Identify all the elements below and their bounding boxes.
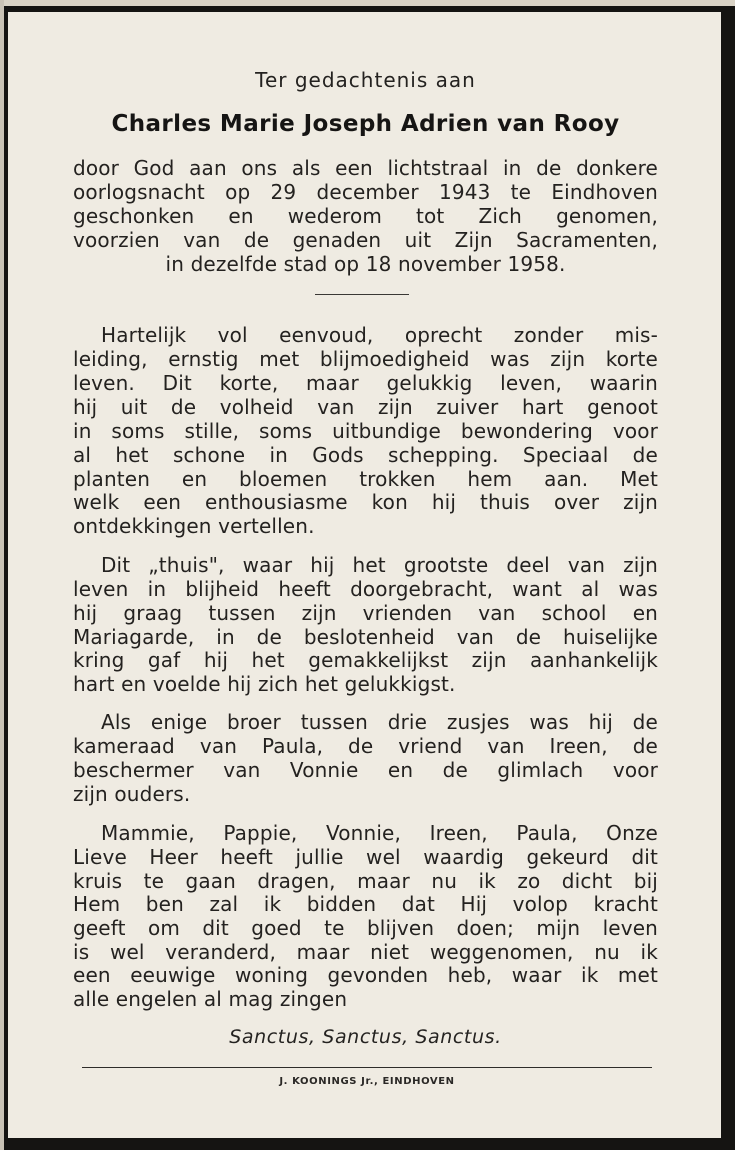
paragraph-line: een eeuwige woning gevonden heb, waar ik met [73,963,658,987]
closing-text: Sanctus, Sanctus, Sanctus. [229,1026,502,1048]
paragraph-line: hart en voelde hij zich het gelukkigst. [73,672,456,696]
paragraph-line: hij uit de volheid van zijn zuiver hart genoot [73,395,658,419]
paragraph-line: Dit „thuis", waar hij het grootste deel van zijn [101,553,658,577]
paragraph-line: ontdekkingen vertellen. [73,514,315,538]
paragraph-line: planten en bloemen trokken hem aan. Met [73,467,658,491]
card-top-edge [0,0,735,6]
intro-line: in dezelfde stad op 18 november 1958. [165,252,566,276]
paragraph-line: alle engelen al mag zingen [73,987,348,1011]
paragraph-line: Hartelijk vol eenvoud, oprecht zonder mis- [101,323,658,347]
paragraph-line: zijn ouders. [73,782,191,806]
intro-line: door God aan ons als een lichtstraal in de donkere [73,156,658,180]
paragraph-line: Mariagarde, in de beslotenheid van de huiselijke [73,625,658,649]
paragraph-line: Hem ben zal ik bidden dat Hij volop kracht [73,892,658,916]
paragraph-line: geeft om dit goed te blijven doen; mijn leven [73,916,658,940]
paragraph-line: kring gaf hij het gemakkelijkst zijn aanhankelijk [73,648,658,672]
title-divider [315,294,409,295]
paragraph-line: kruis te gaan dragen, maar nu ik zo dicht bij [73,869,658,893]
paragraph-line: Als enige broer tussen drie zusjes was hij de [101,710,658,734]
deceased-name: Charles Marie Joseph Adrien van Rooy [111,111,620,137]
paragraph-line: al het schone in Gods schepping. Speciaal de [73,443,658,467]
intro-line: geschonken en wederom tot Zich genomen, [73,204,658,228]
paragraph-line: kameraad van Paula, de vriend van Ireen, de [73,734,658,758]
paragraph-line: beschermer van Vonnie en de glimlach voor [73,758,658,782]
card-left-edge [0,0,4,1150]
paragraph-line: hij graag tussen zijn vrienden van school en [73,601,658,625]
header-text: Ter gedachtenis aan [255,68,476,92]
paragraph-line: Mammie, Pappie, Vonnie, Ireen, Paula, Onze [101,821,658,845]
paragraph-line: leiding, ernstig met blijmoedigheid was zijn korte [73,347,658,371]
intro-line: voorzien van de genaden uit Zijn Sacramenten, [73,228,658,252]
paragraph-line: Lieve Heer heeft jullie wel waardig gekeurd dit [73,845,658,869]
paragraph-line: welk een enthousiasme kon hij thuis over zijn [73,490,658,514]
paragraph-line: leven. Dit korte, maar gelukkig leven, waarin [73,371,658,395]
paragraph-line: leven in blijheid heeft doorgebracht, want al was [73,577,658,601]
footer-divider [82,1067,652,1068]
printer-credit: J. KOONINGS Jr., EINDHOVEN [279,1076,455,1087]
paragraph-line: is wel veranderd, maar niet weggenomen, nu ik [73,940,658,964]
intro-line: oorlogsnacht op 29 december 1943 te Eindhoven [73,180,658,204]
paragraph-line: in soms stille, soms uitbundige bewondering voor [73,419,658,443]
